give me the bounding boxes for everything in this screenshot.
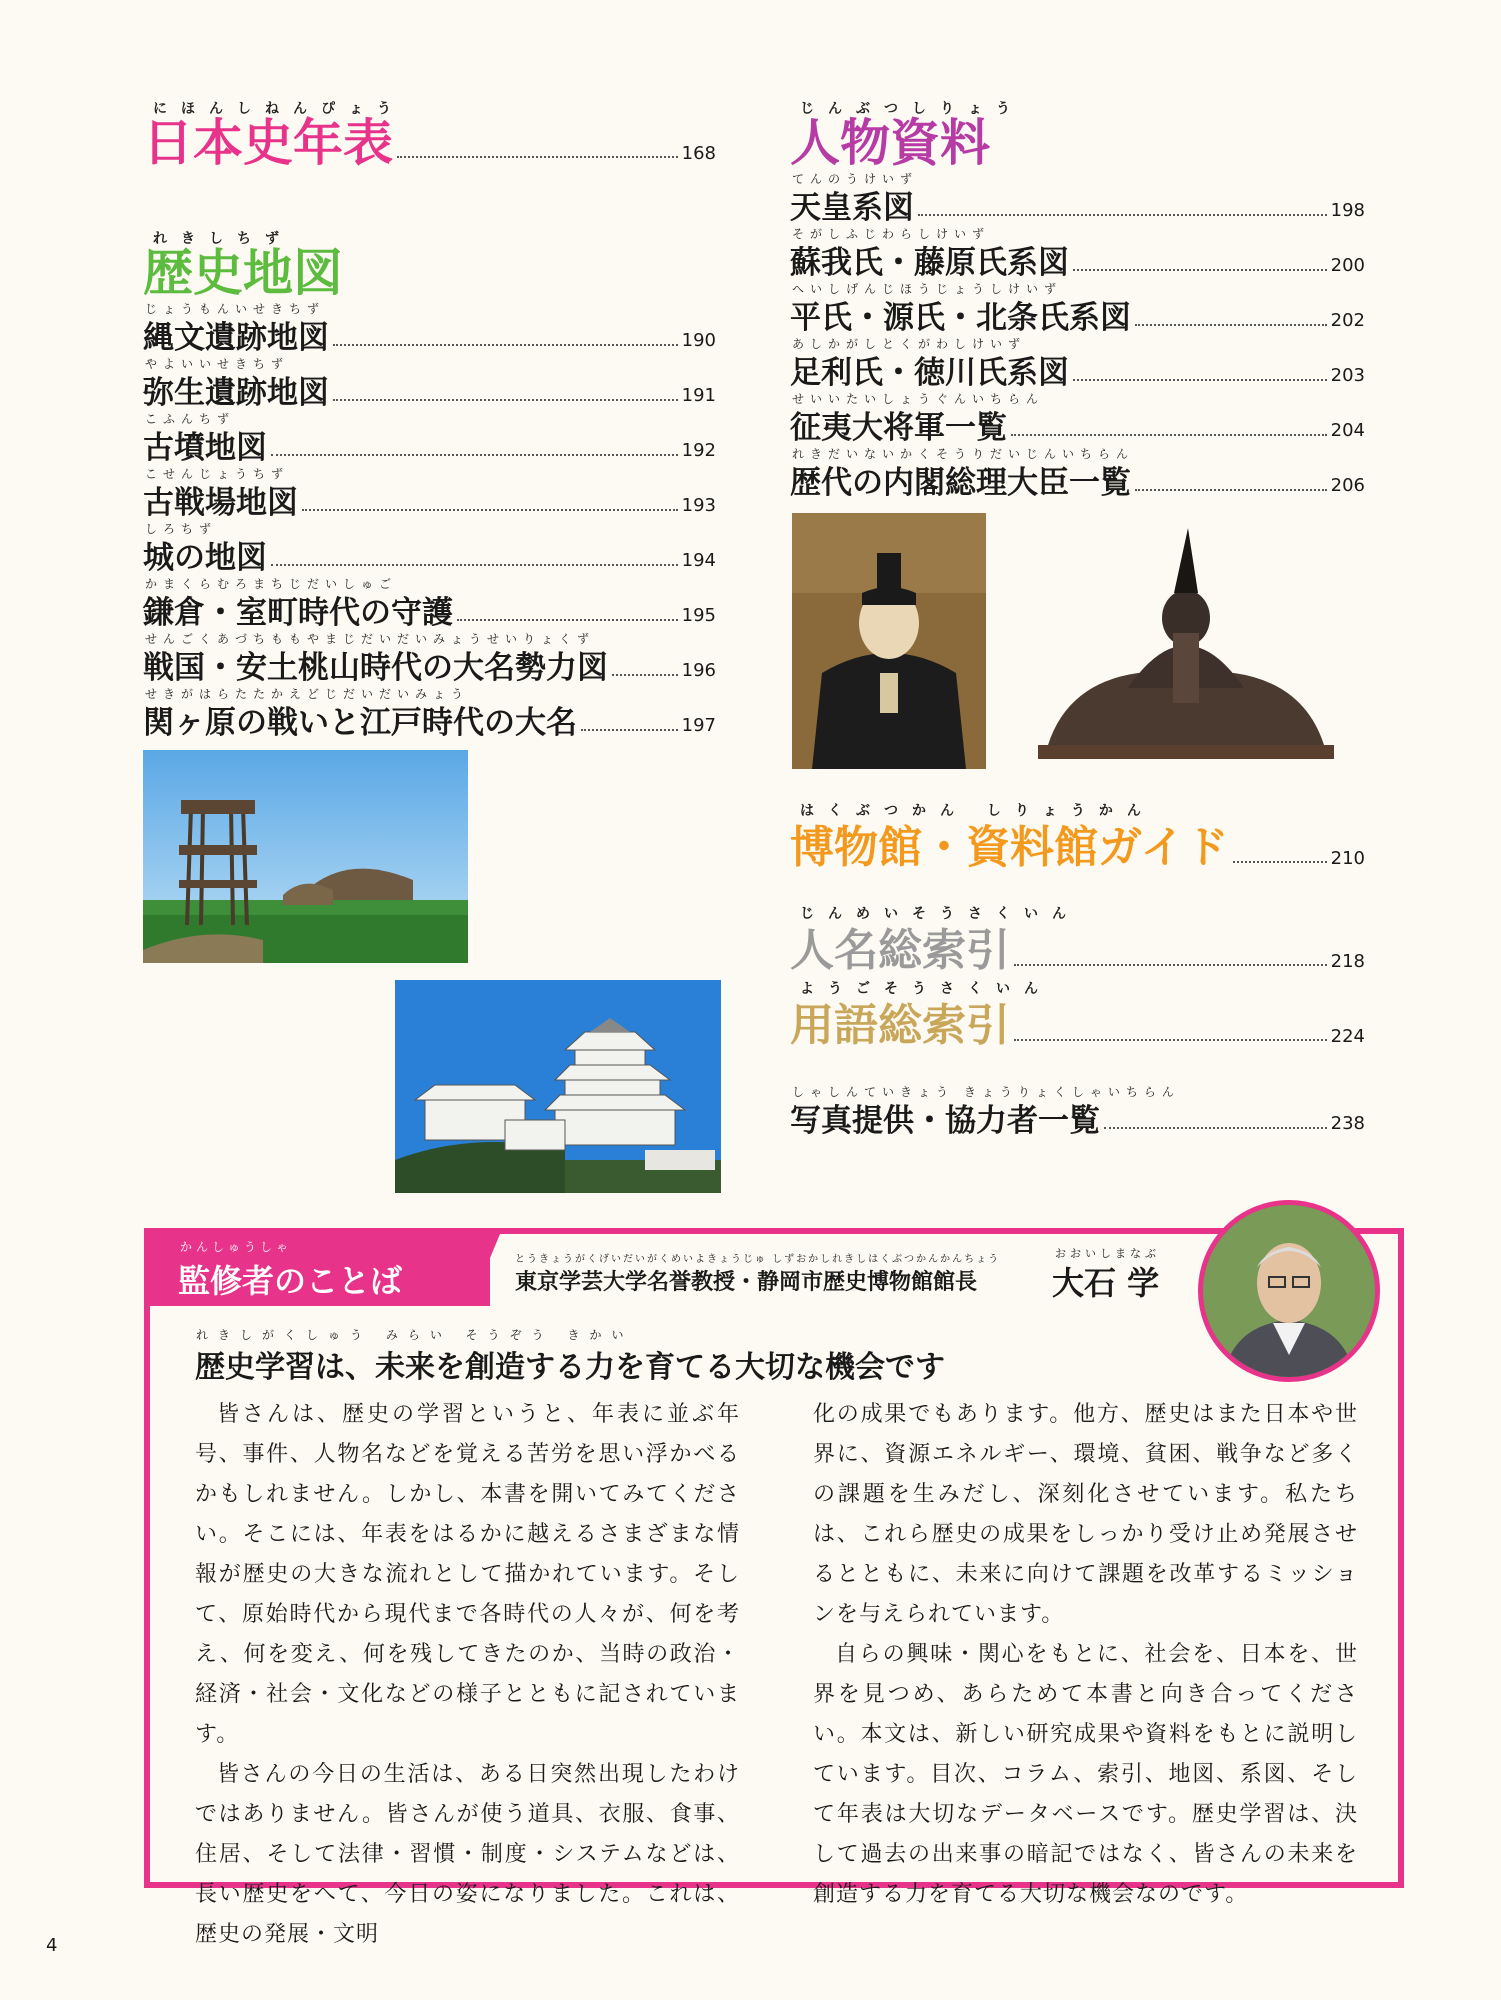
page-number: 4 <box>46 1935 58 1956</box>
ruby: せいいたいしょうぐんいちらん <box>792 392 1045 406</box>
message-right-column <box>813 1395 1358 1915</box>
toc-entry[interactable] <box>143 465 716 520</box>
ruby: はくぶつかん しりょうかん <box>800 803 1155 819</box>
supervisor-avatar <box>1198 1200 1380 1382</box>
himeji-castle-photo <box>395 980 721 1193</box>
entry-title: 征夷大将軍一覧 <box>790 410 1007 446</box>
section-title: 人名総索引 <box>790 925 1010 976</box>
toc-entry[interactable] <box>790 390 1365 445</box>
paragraph: 自らの興味・関心をもとに、社会を、日本を、世界を見つめ、あらためて本書と向き合ってください。本文は、新しい研究成果や資料をもとに説明しています。目次、コラム、索引、地図、系図、そして年表は大切なデータベースです。歴史学習は、決して過去の出来事の暗記ではなく、皆さんの未来を創造する力を育てる大切な機会なのです。 <box>813 1642 1358 1907</box>
page-number: 194 <box>681 550 716 571</box>
ruby: にほんしねんぴょう <box>153 101 405 117</box>
entry-title: 古墳地図 <box>143 430 267 466</box>
leader-dots <box>457 619 678 621</box>
leader-dots <box>1011 434 1327 436</box>
toc-entry[interactable] <box>790 170 1365 225</box>
left-toc-chizu <box>143 228 716 740</box>
toc-entry[interactable] <box>790 445 1365 500</box>
jinbutsu-list <box>790 170 1365 500</box>
supervisor-name: 大石 学 <box>1052 1264 1160 1302</box>
leader-dots <box>1073 269 1327 271</box>
affiliation: 東京学芸大学名誉教授・静岡市歴史博物館館長 <box>515 1270 978 1295</box>
ruby: あしかがしとくがわしけいず <box>792 337 1027 351</box>
message-headline: 歴史学習は、未来を創造する力を育てる大切な機会です <box>195 1350 945 1385</box>
section-title: 博物館・資料館ガイド <box>790 822 1229 873</box>
message-label <box>150 1234 490 1306</box>
ruby: じょうもんいせきちず <box>145 302 326 316</box>
toc-hakubutsukan[interactable] <box>790 800 1365 875</box>
page-number: 197 <box>681 715 716 736</box>
ruby: しゃしんていきょう きょうりょくしゃいちらん <box>792 1085 1180 1099</box>
page-number: 206 <box>1330 475 1365 496</box>
leader-dots <box>333 344 678 346</box>
page-number: 168 <box>681 143 716 164</box>
leader-dots <box>1014 1039 1327 1041</box>
right-toc <box>790 98 1365 500</box>
ruby: せんごくあづちももやまじだいだいみょうせいりょくず <box>145 632 596 646</box>
ruby: れきだいないかくそうりだいじんいちらん <box>792 447 1135 461</box>
toc-entry[interactable] <box>143 520 716 575</box>
ruby: せきがはらたたかえどじだいだいみょう <box>145 687 470 701</box>
chizu-list <box>143 300 716 740</box>
leader-dots <box>612 674 678 676</box>
leader-dots <box>1135 324 1327 326</box>
toc-chizu <box>143 228 716 300</box>
label-title: 監修者のことば <box>178 1262 403 1300</box>
paragraph: 皆さんは、歴史の学習というと、年表に並ぶ年号、事件、人物名などを覚える苦労を思い浮かべるかもしれません。しかし、本書を開いてみてください。そこには、年表をはるかに越えるさまざまな情報が歴史の大きな流れとして描かれています。そして、原始時代から現代まで各時代の人々が、何を考え、何を変え、何を残してきたのか、当時の政治・経済・社会・文化などの様子とともに記されています。 <box>195 1402 740 1747</box>
leader-dots <box>1014 964 1327 966</box>
ruby: ようごそうさくいん <box>800 981 1052 997</box>
toc-entry[interactable] <box>143 685 716 740</box>
seated-statue-photo <box>1008 513 1364 769</box>
section-title: 歴史地図 <box>143 244 343 302</box>
toc-entry[interactable] <box>143 355 716 410</box>
page-number: 210 <box>1330 848 1365 869</box>
portrait-painting-photo <box>792 513 986 769</box>
leader-dots <box>271 564 678 566</box>
entry-title: 天皇系図 <box>790 190 914 226</box>
affiliation-ruby: とうきょうがくげいだいがくめいよきょうじゅ しずおかしれきしはくぶつかんかんちょう <box>515 1254 1001 1265</box>
toc-entry[interactable] <box>790 335 1365 390</box>
toc-entry[interactable] <box>143 630 716 685</box>
leader-dots <box>333 399 678 401</box>
leader-dots <box>1104 1127 1327 1129</box>
entry-title: 足利氏・徳川氏系図 <box>790 355 1069 391</box>
ruby: こふんちず <box>145 412 236 426</box>
page-number: 190 <box>681 330 716 351</box>
paragraph: 皆さんの今日の生活は、ある日突然出現したわけではありません。皆さんが使う道具、衣服、食事、住居、そして法律・習慣・制度・システムなどは、長い歴史をへて、今日の姿になりました。これは、歴史の発展・文明 <box>195 1762 740 1947</box>
entry-title: 関ヶ原の戦いと江戸時代の大名 <box>143 705 577 741</box>
entry-title: 平氏・源氏・北条氏系図 <box>790 300 1131 336</box>
page-number: 196 <box>681 660 716 681</box>
leader-dots <box>1135 489 1327 491</box>
page-number: 191 <box>681 385 716 406</box>
leader-dots <box>397 156 678 158</box>
leader-dots <box>302 509 678 511</box>
page-number: 204 <box>1330 420 1365 441</box>
ruby: れきしちず <box>153 231 293 247</box>
toc-entry[interactable] <box>790 280 1365 335</box>
toc-jinbutsu <box>790 98 1365 170</box>
ruby: かまくらむろまちじだいしゅご <box>145 577 398 591</box>
leader-dots <box>581 729 678 731</box>
page-number: 238 <box>1330 1113 1365 1134</box>
entry-title: 城の地図 <box>143 540 267 576</box>
ruby: こせんじょうちず <box>145 467 290 481</box>
entry-title: 古戦場地図 <box>143 485 298 521</box>
section-title: 日本史年表 <box>143 114 393 172</box>
toc-yougo[interactable] <box>790 978 1365 1053</box>
page-number: 224 <box>1330 1026 1365 1047</box>
left-toc <box>143 98 716 170</box>
entry-title: 弥生遺跡地図 <box>143 375 329 411</box>
page-number: 202 <box>1330 310 1365 331</box>
leader-dots <box>918 214 1327 216</box>
paragraph: 化の成果でもあります。他方、歴史はまた日本や世界に、資源エネルギー、環境、貧困、戦争など多くの課題を生みだし、深刻化させています。私たちは、これら歴史の成果をしっかり受け止め発展させるとともに、未来に向けて課題を改革するミッションを与えられています。 <box>813 1402 1358 1627</box>
page-number: 195 <box>681 605 716 626</box>
headline-ruby: れきしがくしゅう みらい そうぞう きかい <box>196 1328 634 1342</box>
ruby: てんのうけいず <box>792 172 919 186</box>
page-number: 203 <box>1330 365 1365 386</box>
ruby: しろちず <box>145 522 218 536</box>
entry-title: 縄文遺跡地図 <box>143 320 329 356</box>
entry-title: 戦国・安土桃山時代の大名勢力図 <box>143 650 608 686</box>
entry-title: 歴代の内閣総理大臣一覧 <box>790 465 1131 501</box>
section-title: 人物資料 <box>790 114 990 172</box>
ruby: へいしげんじほうじょうしけいず <box>792 282 1063 296</box>
message-left-column <box>195 1395 740 1955</box>
toc-jinmei[interactable] <box>790 903 1365 978</box>
page-number: 218 <box>1330 951 1365 972</box>
ruby: やよいいせきちず <box>145 357 290 371</box>
entry-title: 蘇我氏・藤原氏系図 <box>790 245 1069 281</box>
ruby: じんぶつしりょう <box>800 101 1024 117</box>
toc-entry[interactable] <box>790 225 1365 280</box>
yoshinogari-photo <box>143 750 468 963</box>
leader-dots <box>1233 861 1327 863</box>
entry-title: 写真提供・協力者一覧 <box>790 1103 1100 1139</box>
page-number: 198 <box>1330 200 1365 221</box>
leader-dots <box>1073 379 1327 381</box>
toc-shashin[interactable] <box>790 1083 1365 1138</box>
right-toc-lower <box>790 800 1365 1138</box>
ruby: そがしふじわらしけいず <box>792 227 991 241</box>
section-title: 用語総索引 <box>790 1000 1010 1051</box>
toc-entry[interactable] <box>143 575 716 630</box>
page-number: 193 <box>681 495 716 516</box>
label-ruby: かんしゅうしゃ <box>180 1240 293 1254</box>
toc-entry[interactable] <box>143 410 716 465</box>
name-ruby: おおいしまなぶ <box>1055 1247 1160 1260</box>
leader-dots <box>271 454 678 456</box>
toc-nenpyo[interactable] <box>143 98 716 170</box>
page-number: 200 <box>1330 255 1365 276</box>
ruby: じんめいそうさくいん <box>800 906 1080 922</box>
entry-title: 鎌倉・室町時代の守護 <box>143 595 453 631</box>
label-slant <box>470 1234 500 1306</box>
toc-entry[interactable] <box>143 300 716 355</box>
page-number: 192 <box>681 440 716 461</box>
